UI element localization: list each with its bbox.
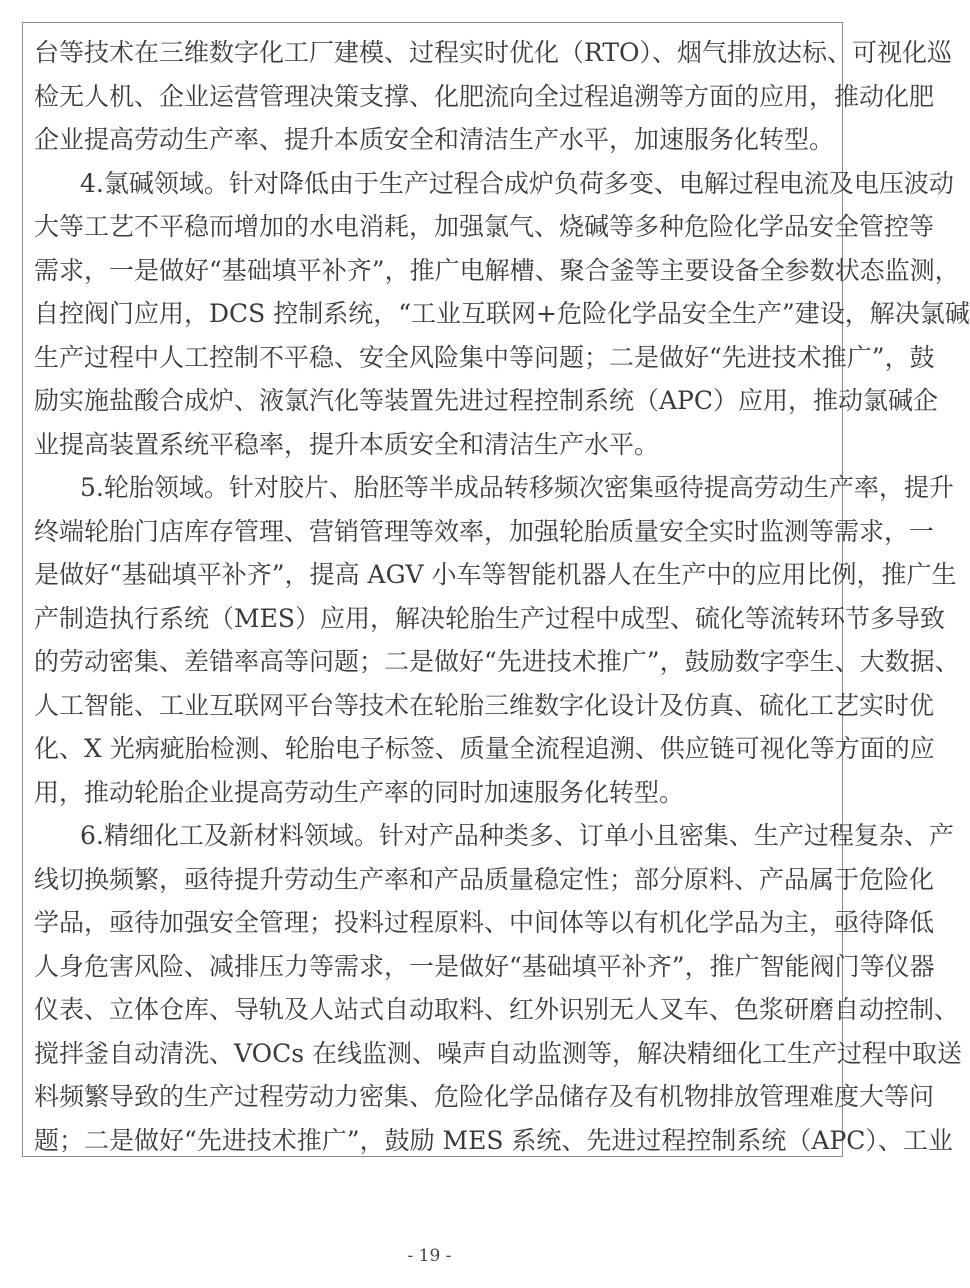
page-number: - 19 - xyxy=(407,1246,452,1266)
document-body xyxy=(34,31,970,1162)
paragraph-line: 搅拌釜自动清洗、VOCs 在线监测、噪声自动监测等，解决精细化工生产过程中取送 xyxy=(34,1038,963,1068)
paragraph-line: 4.氯碱领域。针对降低由于生产过程合成炉负荷多变、电解过程电流及电压波动 xyxy=(80,168,954,198)
paragraph-line: 6.精细化工及新材料领域。针对产品种类多、订单小且密集、生产过程复杂、产 xyxy=(80,821,954,850)
paragraph-line: 终端轮胎门店库存管理、营销管理等效率，加强轮胎质量安全实时监测等需求，一 xyxy=(34,516,935,546)
paragraph-line: 大等工艺不平稳而增加的水电消耗，加强氯气、烧碱等多种危险化学品安全管控等 xyxy=(34,212,935,241)
paragraph-line: 企业提高劳动生产率、提升本质安全和清洁生产水平，加速服务化转型。 xyxy=(34,125,835,154)
paragraph-line: 台等技术在三维数字化工厂建模、过程实时优化（RTO）、烟气排放达标、可视化巡 xyxy=(34,38,953,67)
paragraph-line: 线切换频繁，亟待提升劳动生产率和产品质量稳定性；部分原料、产品属于危险化 xyxy=(34,864,935,894)
paragraph-line: 人工智能、工业互联网平台等技术在轮胎三维数字化设计及仿真、硫化工艺实时优 xyxy=(34,690,935,720)
paragraph-line: 产制造执行系统（MES）应用，解决轮胎生产过程中成型、硫化等流转环节多导致 xyxy=(34,603,945,633)
paragraph-line: 励实施盐酸合成炉、液氯汽化等装置先进过程控制系统（APC）应用，推动氯碱企 xyxy=(34,386,939,415)
paragraph-line: 的劳动密集、差错率高等问题；二是做好“先进技术推广”，鼓励数字孪生、大数据、 xyxy=(34,647,960,676)
paragraph-line: 是做好“基础填平补齐”，提高 AGV 小车等智能机器人在生产中的应用比例，推广生 xyxy=(34,560,957,589)
paragraph-line: 需求，一是做好“基础填平补齐”，推广电解槽、聚合釜等主要设备全参数状态监测， xyxy=(34,255,960,285)
paragraph-line: 料频繁导致的生产过程劳动力密集、危险化学品储存及有机物排放管理难度大等问 xyxy=(34,1082,935,1111)
paragraph-line: 用，推动轮胎企业提高劳动生产率的同时加速服务化转型。 xyxy=(34,777,685,807)
paragraph-line: 题；二是做好“先进技术推广”，鼓励 MES 系统、先进过程控制系统（APC）、工业 xyxy=(34,1125,953,1155)
paragraph-line: 仪表、立体仓库、导轨及人站式自动取料、红外识别无人叉车、色浆研磨自动控制、 xyxy=(34,995,960,1024)
paragraph-line: 化、X 光病疵胎检测、轮胎电子标签、质量全流程追溯、供应链可视化等方面的应 xyxy=(34,734,935,763)
paragraph-line: 学品，亟待加强安全管理；投料过程原料、中间体等以有机化学品为主，亟待降低 xyxy=(34,908,935,937)
paragraph-line: 自控阀门应用，DCS 控制系统，“工业互联网+危险化学品安全生产”建设，解决氯碱 xyxy=(34,299,970,328)
paragraph-line: 检无人机、企业运营管理决策支撑、化肥流向全过程追溯等方面的应用，推动化肥 xyxy=(34,81,935,111)
paragraph-line: 5.轮胎领域。针对胶片、胎胚等半成品转移频次密集亟待提高劳动生产率，提升 xyxy=(80,473,954,502)
paragraph-line: 生产过程中人工控制不平稳、安全风险集中等问题；二是做好“先进技术推广”，鼓 xyxy=(34,342,935,372)
paragraph-line: 人身危害风险、减排压力等需求，一是做好“基础填平补齐”，推广智能阀门等仪器 xyxy=(34,951,935,981)
paragraph-line: 业提高装置系统平稳率，提升本质安全和清洁生产水平。 xyxy=(34,429,660,459)
